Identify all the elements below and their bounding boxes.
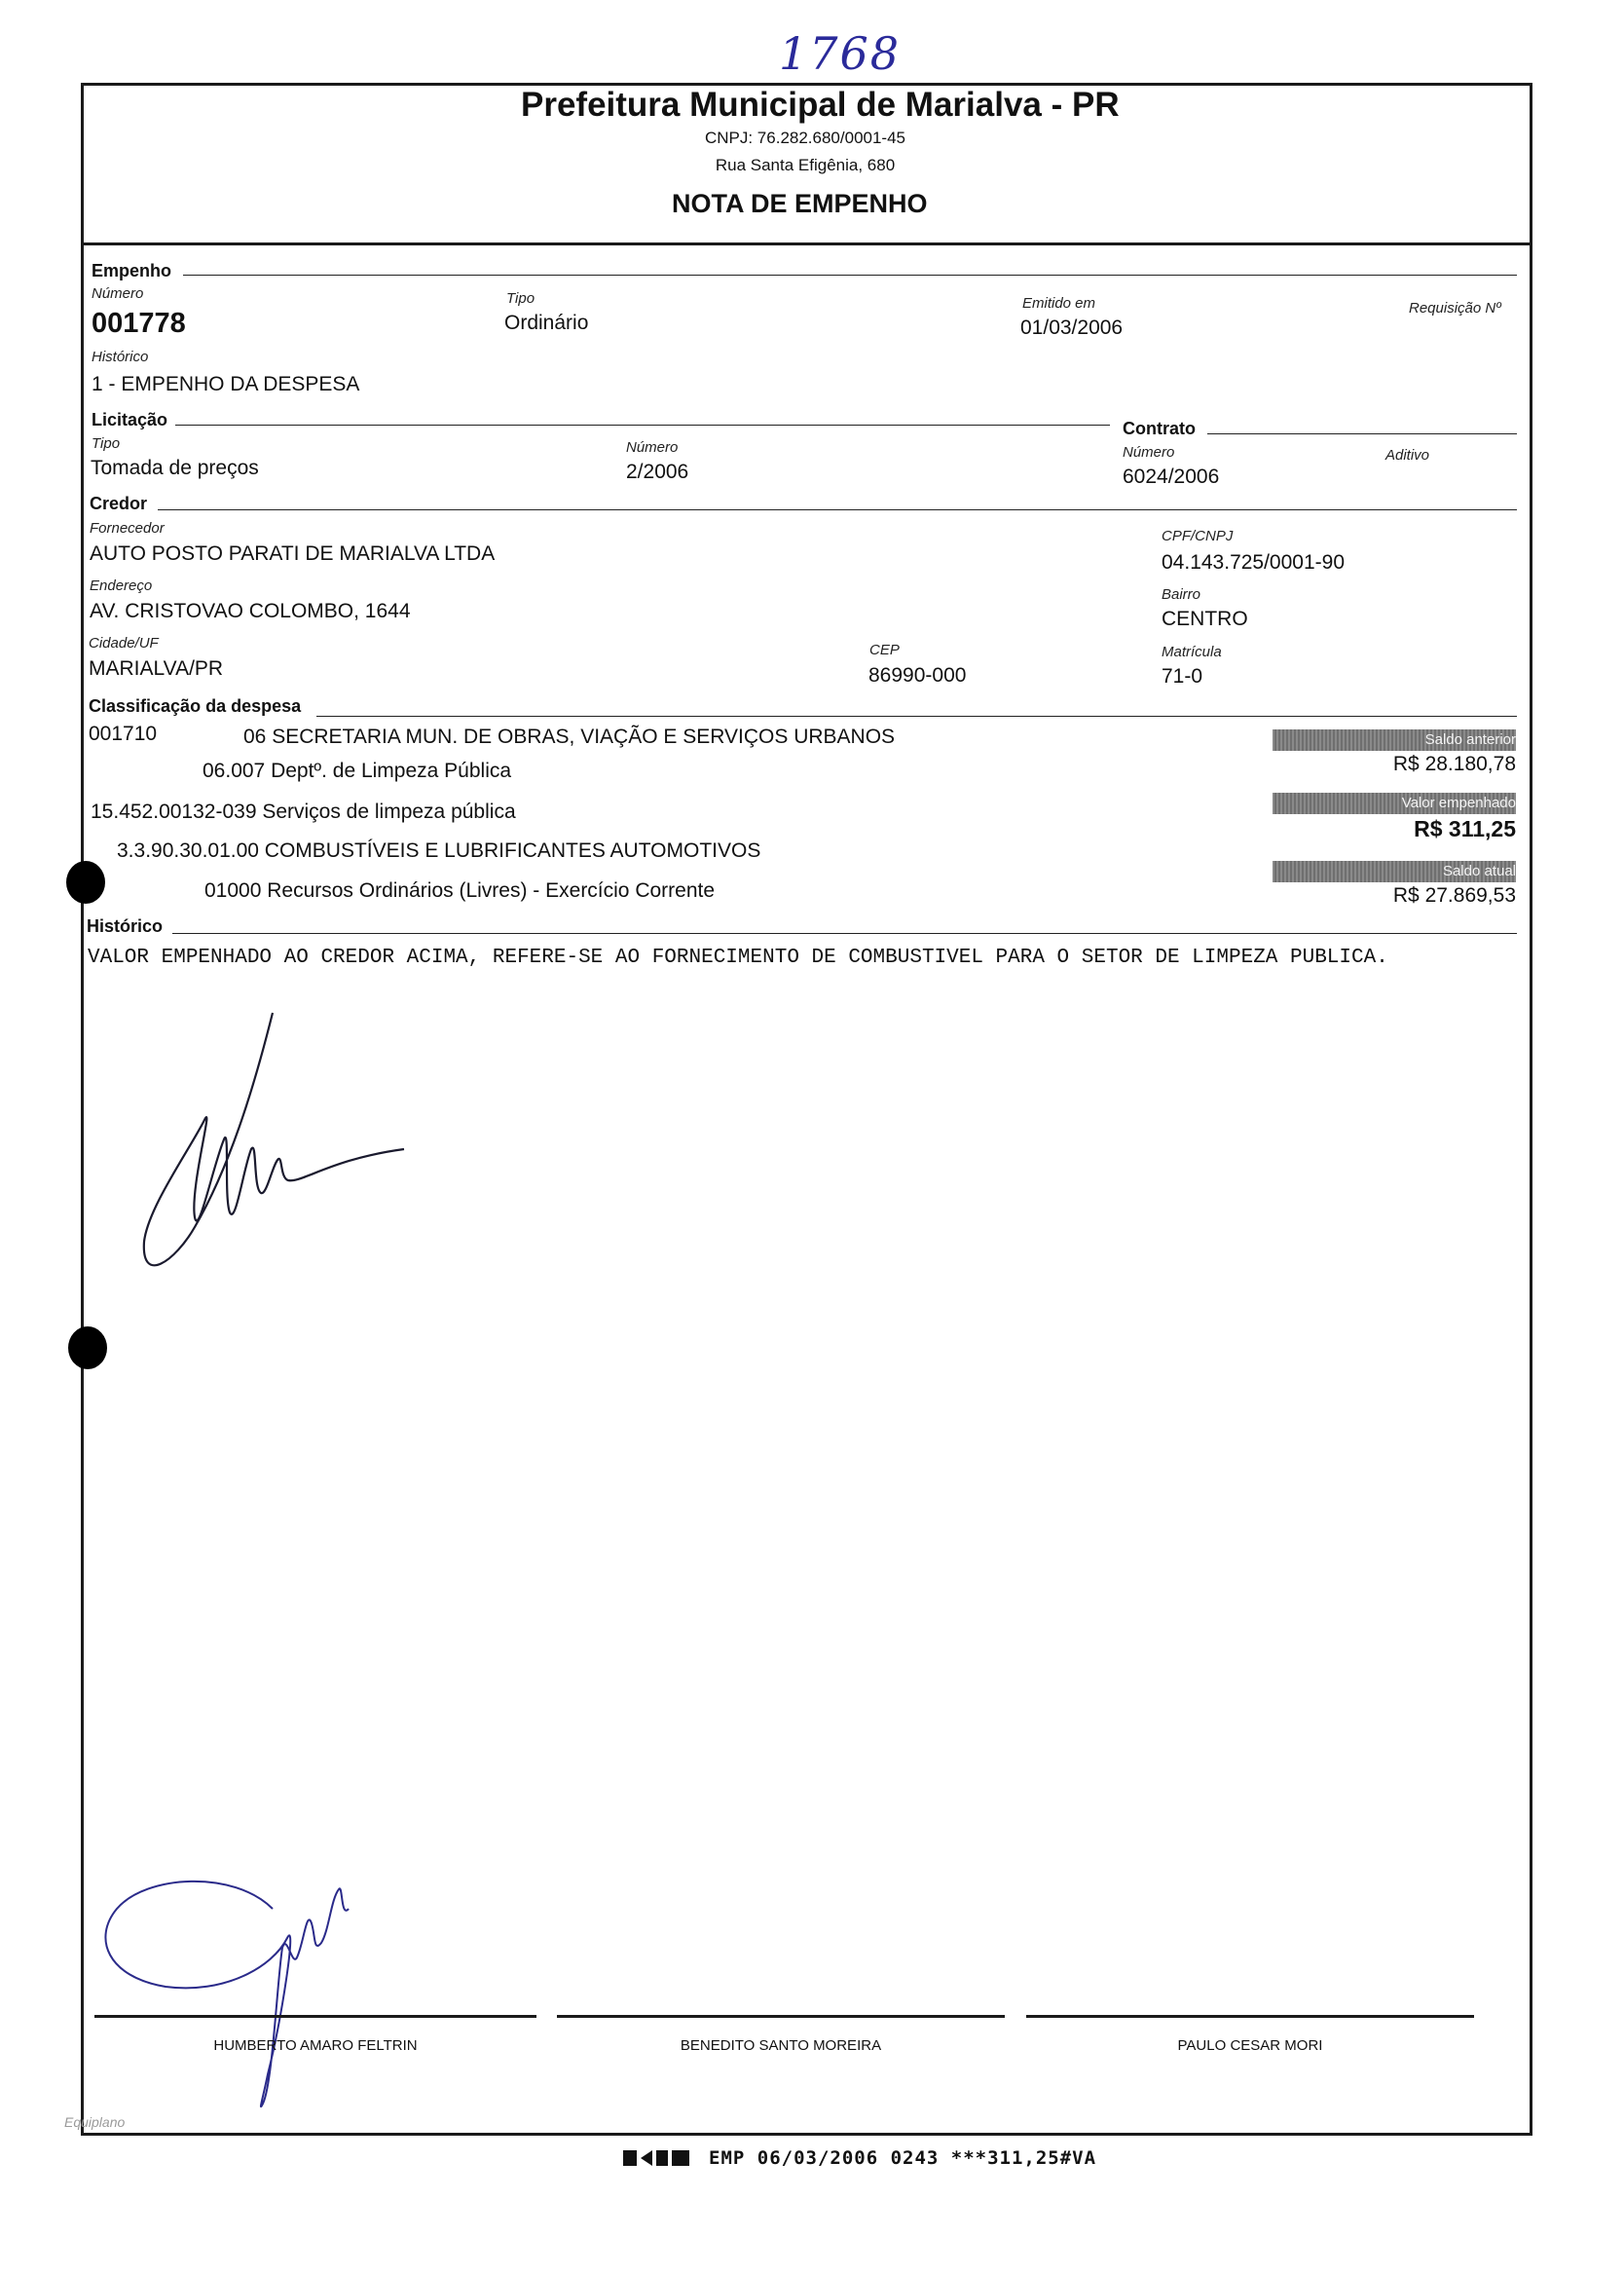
organization-title: Prefeitura Municipal de Marialva - PR [521, 86, 1120, 124]
section-contrato: Contrato [1123, 419, 1196, 438]
credor-cep-label: CEP [869, 642, 900, 658]
credor-endereco-label: Endereço [90, 578, 153, 594]
credor-fornecedor-label: Fornecedor [90, 520, 165, 537]
saldo-anterior-label: Saldo anterior [1424, 731, 1516, 748]
contrato-aditivo-label: Aditivo [1385, 447, 1430, 464]
historico-text: VALOR EMPENHADO AO CREDOR ACIMA, REFERE-SE AO FORNECIMENTO DE COMBUSTIVEL PARA O SETOR DE LIMPEZA PUBLICA. [88, 947, 1388, 969]
section-empenho: Empenho [92, 261, 172, 280]
signature-scribble-top [136, 1003, 428, 1295]
valor-empenhado-value: R$ 311,25 [1414, 816, 1516, 841]
classificacao-line-elemento: 3.3.90.30.01.00 COMBUSTÍVEIS E LUBRIFICANTES AUTOMOTIVOS [117, 839, 761, 862]
handwritten-page-number: 1768 [779, 27, 902, 80]
licitacao-numero-label: Número [626, 439, 679, 456]
classificacao-line-orgao: 06 SECRETARIA MUN. DE OBRAS, VIAÇÃO E SERVIÇOS URBANOS [243, 726, 896, 748]
credor-cidade-label: Cidade/UF [89, 635, 159, 652]
section-historico-rule [172, 933, 1517, 934]
saldo-atual-value: R$ 27.869,53 [1392, 884, 1516, 907]
contrato-numero: 6024/2006 [1123, 466, 1220, 488]
section-classificacao: Classificação da despesa [89, 696, 302, 716]
saldo-anterior-value: R$ 28.180,78 [1392, 753, 1516, 775]
signature-line-3 [1026, 2015, 1474, 2018]
empenho-historico: 1 - EMPENHO DA DESPESA [92, 373, 360, 395]
section-licitacao-rule [175, 425, 1110, 426]
credor-cpf-label: CPF/CNPJ [1162, 528, 1234, 544]
punch-hole-top [66, 861, 105, 904]
signature-scribble-bottom [88, 1850, 399, 2123]
signatory-name-2: BENEDITO SANTO MOREIRA [680, 2037, 882, 2054]
signatory-name-1: HUMBERTO AMARO FELTRIN [213, 2037, 418, 2054]
credor-endereco: AV. CRISTOVAO COLOMBO, 1644 [90, 600, 411, 622]
credor-cpf: 04.143.725/0001-90 [1162, 551, 1346, 574]
credor-matricula-label: Matrícula [1162, 644, 1222, 660]
organization-cnpj: CNPJ: 76.282.680/0001-45 [704, 129, 906, 147]
section-classificacao-rule [316, 716, 1517, 717]
header-divider [81, 242, 1532, 245]
section-historico: Histórico [87, 916, 164, 936]
section-credor: Credor [90, 494, 148, 513]
signature-line-2 [557, 2015, 1005, 2018]
credor-bairro-label: Bairro [1162, 586, 1201, 603]
document-title: NOTA DE EMPENHO [672, 189, 928, 218]
signatory-name-3: PAULO CESAR MORI [1177, 2037, 1323, 2054]
licitacao-numero: 2/2006 [626, 461, 689, 483]
credor-cep: 86990-000 [868, 664, 967, 687]
empenho-requisicao-label: Requisição Nº [1409, 300, 1501, 317]
empenho-tipo-label: Tipo [506, 290, 535, 307]
contrato-numero-label: Número [1123, 444, 1175, 461]
empenho-emitido-label: Emitido em [1022, 295, 1096, 312]
empenho-numero-label: Número [92, 285, 144, 302]
signature-line-1 [94, 2015, 536, 2018]
section-contrato-rule [1207, 433, 1517, 434]
empenho-numero: 001778 [92, 308, 186, 339]
stamp-logo-icon [623, 2147, 691, 2169]
classificacao-code: 001710 [89, 723, 158, 745]
section-licitacao: Licitação [92, 410, 168, 429]
empenho-emitido: 01/03/2006 [1020, 317, 1124, 339]
classificacao-line-funcional: 15.452.00132-039 Serviços de limpeza pública [91, 801, 516, 823]
licitacao-tipo-label: Tipo [92, 435, 121, 452]
saldo-atual-label: Saldo atual [1442, 863, 1516, 879]
organization-address: Rua Santa Efigênia, 680 [715, 156, 896, 174]
section-credor-rule [158, 509, 1517, 510]
credor-bairro: CENTRO [1162, 608, 1248, 630]
credor-fornecedor: AUTO POSTO PARATI DE MARIALVA LTDA [90, 542, 496, 565]
licitacao-tipo: Tomada de preços [91, 457, 259, 479]
section-empenho-rule [183, 275, 1517, 276]
empenho-historico-label: Histórico [92, 349, 149, 365]
valor-empenhado-label: Valor empenhado [1401, 795, 1516, 811]
credor-matricula: 71-0 [1162, 665, 1203, 688]
payment-stamp: EMP 06/03/2006 0243 ***311,25#VA [709, 2147, 1097, 2169]
punch-hole-bottom [68, 1326, 107, 1369]
software-brand: Equiplano [64, 2114, 126, 2130]
empenho-tipo: Ordinário [504, 312, 589, 334]
classificacao-line-unidade: 06.007 Deptº. de Limpeza Pública [203, 760, 512, 782]
credor-cidade: MARIALVA/PR [89, 657, 224, 680]
classificacao-line-recurso: 01000 Recursos Ordinários (Livres) - Exercício Corrente [204, 879, 716, 902]
